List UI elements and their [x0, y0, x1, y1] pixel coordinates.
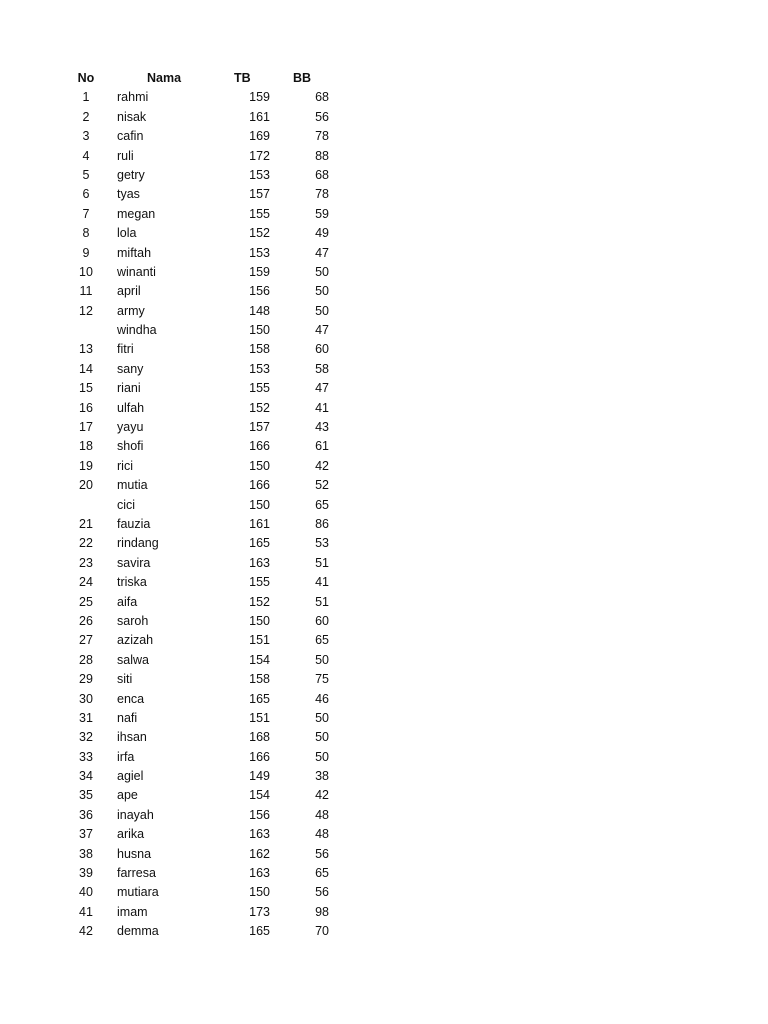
cell-no: 40 [79, 885, 93, 900]
cell-no: 2 [82, 109, 90, 124]
cell-bb: 56 [315, 885, 329, 900]
cell-nama: winanti [117, 264, 156, 279]
header-no: No [77, 71, 95, 85]
table-row [0, 748, 360, 767]
cell-tb: 150 [249, 497, 270, 512]
cell-tb: 163 [249, 827, 270, 842]
cell-tb: 157 [249, 187, 270, 202]
cell-no: 42 [79, 924, 93, 939]
cell-bb: 59 [315, 206, 329, 221]
cell-no: 4 [82, 148, 90, 163]
cell-nama: enca [117, 691, 145, 706]
cell-tb: 150 [249, 613, 270, 628]
cell-nama: miftah [117, 245, 152, 260]
cell-nama: inayah [117, 807, 154, 822]
cell-nama: ihsan [117, 730, 147, 745]
table-row [0, 496, 360, 515]
cell-bb: 56 [315, 109, 329, 124]
cell-no: 41 [79, 904, 93, 919]
cell-tb: 155 [249, 575, 270, 590]
cell-tb: 159 [249, 264, 270, 279]
table-row [0, 534, 360, 553]
cell-nama: azizah [117, 633, 154, 648]
cell-bb: 75 [315, 672, 329, 687]
cell-nama: farresa [117, 866, 156, 881]
cell-tb: 166 [249, 439, 270, 454]
cell-tb: 153 [249, 167, 270, 182]
cell-bb: 42 [315, 458, 329, 473]
cell-tb: 165 [249, 536, 270, 551]
cell-bb: 70 [315, 924, 329, 939]
cell-nama: lola [117, 226, 137, 241]
cell-tb: 165 [249, 691, 270, 706]
cell-bb: 48 [315, 827, 329, 842]
cell-bb: 52 [315, 478, 329, 493]
cell-no: 38 [79, 846, 93, 861]
table-body [0, 88, 360, 941]
cell-nama: ape [117, 788, 138, 803]
cell-nama: triska [117, 575, 147, 590]
cell-bb: 88 [315, 148, 329, 163]
cell-nama: cici [117, 497, 136, 512]
table-row [0, 690, 360, 709]
cell-no: 23 [79, 555, 93, 570]
cell-nama: nisak [117, 109, 147, 124]
cell-nama: agiel [117, 769, 144, 784]
table-row [0, 515, 360, 534]
cell-tb: 149 [249, 769, 270, 784]
cell-bb: 47 [315, 381, 329, 396]
table-row [0, 457, 360, 476]
cell-bb: 60 [315, 342, 329, 357]
cell-no: 16 [79, 400, 93, 415]
cell-no: 19 [79, 458, 93, 473]
cell-no: 29 [79, 672, 93, 687]
cell-no: 10 [79, 264, 93, 279]
cell-nama: rindang [117, 536, 159, 551]
table-row [0, 786, 360, 805]
cell-no: 24 [79, 575, 93, 590]
table-row [0, 321, 360, 340]
table-row [0, 147, 360, 166]
cell-no: 36 [79, 807, 93, 822]
cell-tb: 173 [249, 904, 270, 919]
cell-no: 6 [82, 187, 90, 202]
cell-no: 13 [79, 342, 93, 357]
cell-tb: 172 [249, 148, 270, 163]
table-row [0, 593, 360, 612]
cell-tb: 163 [249, 555, 270, 570]
cell-no: 37 [79, 827, 93, 842]
cell-bb: 98 [315, 904, 329, 919]
cell-tb: 158 [249, 342, 270, 357]
cell-tb: 153 [249, 361, 270, 376]
cell-bb: 41 [315, 400, 329, 415]
cell-bb: 78 [315, 187, 329, 202]
table-row [0, 612, 360, 631]
cell-nama: ulfah [117, 400, 145, 415]
table-row [0, 244, 360, 263]
cell-no: 35 [79, 788, 93, 803]
table-header-row [0, 69, 360, 88]
cell-bb: 51 [315, 594, 329, 609]
cell-tb: 158 [249, 672, 270, 687]
cell-no: 7 [82, 206, 90, 221]
cell-bb: 61 [315, 439, 329, 454]
cell-tb: 154 [249, 652, 270, 667]
cell-bb: 38 [315, 769, 329, 784]
cell-nama: mutiara [117, 885, 159, 900]
table-row [0, 573, 360, 592]
cell-bb: 50 [315, 303, 329, 318]
table-row [0, 903, 360, 922]
cell-bb: 50 [315, 749, 329, 764]
table-row [0, 728, 360, 747]
cell-no: 8 [82, 226, 90, 241]
table-row [0, 631, 360, 650]
cell-tb: 155 [249, 206, 270, 221]
table-row [0, 108, 360, 127]
cell-tb: 166 [249, 749, 270, 764]
cell-nama: saroh [117, 613, 149, 628]
cell-no: 28 [79, 652, 93, 667]
table-row [0, 88, 360, 107]
cell-bb: 65 [315, 866, 329, 881]
header-nama: Nama [147, 71, 182, 85]
cell-bb: 50 [315, 710, 329, 725]
cell-tb: 162 [249, 846, 270, 861]
cell-no: 15 [79, 381, 93, 396]
cell-bb: 65 [315, 497, 329, 512]
header-tb: TB [234, 71, 251, 85]
cell-tb: 148 [249, 303, 270, 318]
table-row [0, 845, 360, 864]
cell-nama: windha [117, 323, 157, 338]
table-row [0, 554, 360, 573]
cell-no: 14 [79, 361, 93, 376]
cell-tb: 156 [249, 807, 270, 822]
table-row [0, 166, 360, 185]
cell-tb: 152 [249, 594, 270, 609]
cell-tb: 154 [249, 788, 270, 803]
cell-bb: 49 [315, 226, 329, 241]
cell-no: 9 [82, 245, 90, 260]
cell-nama: arika [117, 827, 145, 842]
table-row [0, 670, 360, 689]
cell-no: 1 [82, 90, 90, 105]
cell-nama: tyas [117, 187, 140, 202]
cell-no: 21 [79, 516, 93, 531]
cell-tb: 156 [249, 284, 270, 299]
cell-nama: army [117, 303, 145, 318]
table-row [0, 437, 360, 456]
cell-bb: 42 [315, 788, 329, 803]
cell-no: 17 [79, 420, 93, 435]
table-row [0, 651, 360, 670]
cell-nama: salwa [117, 652, 149, 667]
cell-no: 18 [79, 439, 93, 454]
cell-no: 3 [82, 129, 90, 144]
cell-bb: 46 [315, 691, 329, 706]
cell-bb: 68 [315, 90, 329, 105]
table-row [0, 340, 360, 359]
cell-nama: husna [117, 846, 152, 861]
table-row [0, 883, 360, 902]
table-row [0, 418, 360, 437]
cell-bb: 51 [315, 555, 329, 570]
cell-bb: 86 [315, 516, 329, 531]
cell-tb: 163 [249, 866, 270, 881]
cell-nama: rahmi [117, 90, 149, 105]
cell-bb: 50 [315, 264, 329, 279]
table-row [0, 205, 360, 224]
cell-no: 30 [79, 691, 93, 706]
cell-nama: ruli [117, 148, 134, 163]
cell-no: 33 [79, 749, 93, 764]
table-row [0, 476, 360, 495]
cell-bb: 53 [315, 536, 329, 551]
cell-tb: 159 [249, 90, 270, 105]
cell-bb: 68 [315, 167, 329, 182]
cell-tb: 161 [249, 109, 270, 124]
cell-bb: 47 [315, 323, 329, 338]
cell-bb: 65 [315, 633, 329, 648]
cell-bb: 50 [315, 284, 329, 299]
cell-bb: 43 [315, 420, 329, 435]
cell-tb: 165 [249, 924, 270, 939]
cell-tb: 150 [249, 323, 270, 338]
cell-no: 12 [79, 303, 93, 318]
table-row [0, 263, 360, 282]
table-row [0, 825, 360, 844]
cell-nama: demma [117, 924, 159, 939]
cell-nama: siti [117, 672, 133, 687]
table-row [0, 922, 360, 941]
cell-bb: 50 [315, 652, 329, 667]
table-row [0, 806, 360, 825]
cell-bb: 48 [315, 807, 329, 822]
cell-nama: fauzia [117, 516, 151, 531]
table-row [0, 379, 360, 398]
cell-bb: 58 [315, 361, 329, 376]
data-table [0, 69, 360, 942]
cell-tb: 168 [249, 730, 270, 745]
cell-no: 32 [79, 730, 93, 745]
cell-nama: imam [117, 904, 148, 919]
cell-no: 26 [79, 613, 93, 628]
cell-nama: aifa [117, 594, 138, 609]
cell-tb: 161 [249, 516, 270, 531]
cell-nama: irfa [117, 749, 135, 764]
cell-no: 22 [79, 536, 93, 551]
table-row [0, 709, 360, 728]
cell-nama: shofi [117, 439, 144, 454]
cell-bb: 78 [315, 129, 329, 144]
table-row [0, 127, 360, 146]
cell-nama: yayu [117, 420, 144, 435]
cell-nama: getry [117, 167, 145, 182]
table-row [0, 302, 360, 321]
cell-nama: april [117, 284, 141, 299]
cell-tb: 150 [249, 458, 270, 473]
cell-no: 20 [79, 478, 93, 493]
cell-bb: 50 [315, 730, 329, 745]
cell-no: 27 [79, 633, 93, 648]
cell-tb: 152 [249, 226, 270, 241]
cell-bb: 47 [315, 245, 329, 260]
cell-nama: sany [117, 361, 144, 376]
cell-no: 25 [79, 594, 93, 609]
cell-nama: rici [117, 458, 133, 473]
table-row [0, 767, 360, 786]
cell-nama: fitri [117, 342, 134, 357]
cell-no: 5 [82, 167, 90, 182]
cell-tb: 157 [249, 420, 270, 435]
cell-no: 34 [79, 769, 93, 784]
cell-tb: 169 [249, 129, 270, 144]
cell-no: 31 [79, 710, 93, 725]
cell-tb: 166 [249, 478, 270, 493]
cell-tb: 151 [249, 710, 270, 725]
cell-tb: 150 [249, 885, 270, 900]
header-bb: BB [293, 71, 312, 85]
cell-nama: mutia [117, 478, 148, 493]
cell-bb: 56 [315, 846, 329, 861]
cell-tb: 152 [249, 400, 270, 415]
cell-nama: nafi [117, 710, 138, 725]
cell-nama: savira [117, 555, 151, 570]
cell-tb: 151 [249, 633, 270, 648]
table-row [0, 360, 360, 379]
cell-tb: 153 [249, 245, 270, 260]
cell-nama: megan [117, 206, 156, 221]
cell-nama: cafin [117, 129, 144, 144]
cell-bb: 41 [315, 575, 329, 590]
cell-tb: 155 [249, 381, 270, 396]
table-row [0, 224, 360, 243]
cell-nama: riani [117, 381, 141, 396]
table-row [0, 185, 360, 204]
table-row [0, 864, 360, 883]
cell-no: 39 [79, 866, 93, 881]
cell-no: 11 [79, 284, 93, 299]
table-row [0, 399, 360, 418]
table-row [0, 282, 360, 301]
cell-bb: 60 [315, 613, 329, 628]
